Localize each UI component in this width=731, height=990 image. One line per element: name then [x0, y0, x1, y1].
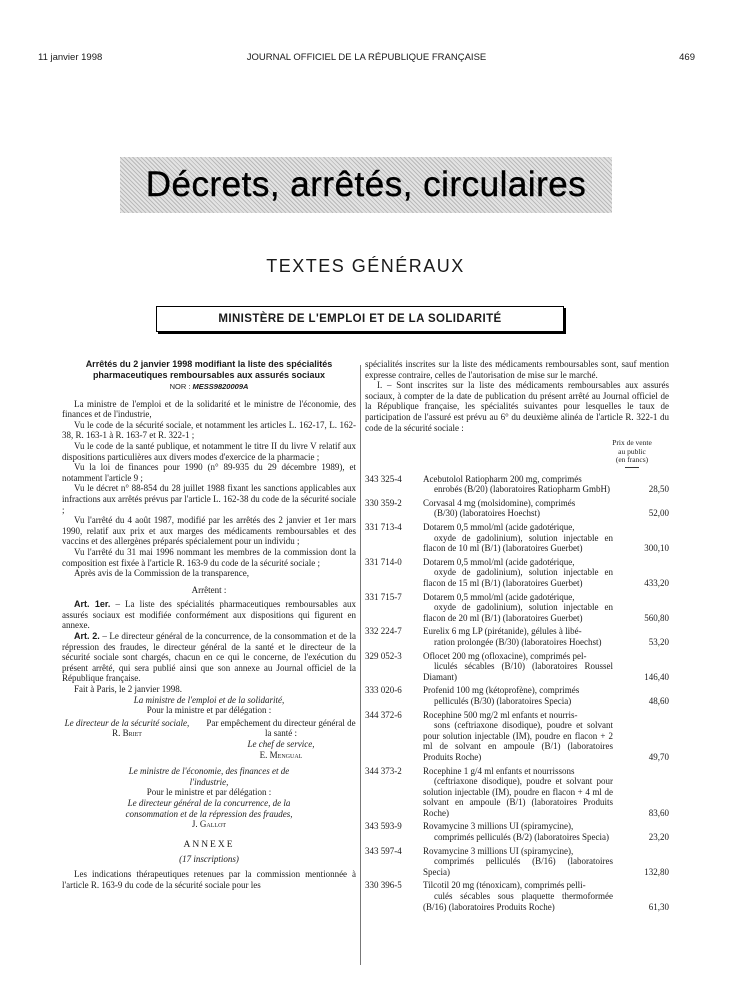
- article-1: [62, 599, 356, 631]
- preamble-paragraph: Vu l'arrêté du 31 mai 1996 nommant les membres de la commission dont la composition est fixée à l'article R. 163-9 du code de la sécurité sociale ;: [62, 546, 356, 568]
- medication-name: Profenid 100 mg (kétoprofène), comprimés: [423, 685, 580, 696]
- medication-details: pelliculés (B/30) (laboratoires Specia): [434, 695, 572, 706]
- preamble-paragraph: La ministre de l'emploi et de la solidarité et le ministre de l'économie, des finances et de l'industrie,: [62, 398, 356, 420]
- preamble-paragraph: Après avis de la Commission de la transparence,: [74, 568, 249, 579]
- medication-description: [423, 710, 613, 763]
- article-2-text: – Le directeur général de la concurrence, de la consommation et de la répression des fraudes, le directeur général de la santé et le directeur de la sécurité sociale sont chargés, chacun en ce qui le concerne, de l'exécution du présent arrêté, qui sera publié ainsi que son annexe au Journal officiel de la République française.: [62, 631, 356, 684]
- medication-entry: [365, 710, 669, 763]
- medication-price: 83,60: [648, 807, 669, 818]
- cip-code: 332 224-7: [365, 626, 402, 637]
- medication-entry: [365, 522, 669, 554]
- medication-name: Rocephine 500 mg/2 ml enfants et nourris-: [423, 709, 578, 720]
- medication-name: Dotarem 0,5 mmol/ml (acide gadotérique,: [423, 556, 575, 567]
- medication-price: 146,40: [644, 671, 669, 682]
- signatory-role: Le directeur de la sécurité sociale,: [64, 717, 190, 728]
- cip-code: 331 713-4: [365, 522, 402, 533]
- cip-code: 344 372-6: [365, 709, 402, 720]
- article-1-text: – La liste des spécialités pharmaceutiques remboursables aux assurés sociaux est modifiée conformément aux dispositions qui figurent en annexe.: [62, 599, 356, 631]
- medication-details: (ceftriaxone disodique), poudre et solvant pour solution injectable (IM), poudre en flacon + 4 ml de solvant en ampoule (B/1) (laboratoires Produits Roche): [423, 776, 613, 818]
- signatory-role: Le ministre de l'économie, des finances et de l'industrie,: [128, 766, 290, 787]
- decree-title: Arrêtés du 2 janvier 1998 modifiant la liste des spécialités pharmaceutiques remboursables aux assurés sociaux: [85, 359, 333, 380]
- arretent-heading: Arrêtent :: [191, 584, 227, 595]
- medication-name: Tilcotil 20 mg (ténoxicam), comprimés pelli-: [423, 880, 586, 891]
- medication-name: Dotarem 0,5 mmol/ml (acide gadotérique,: [423, 522, 575, 533]
- article-2-label: Art. 2.: [74, 631, 100, 642]
- section-banner: [120, 157, 612, 213]
- article-2: [62, 631, 356, 684]
- preamble-paragraph: Vu la loi de finances pour 1990 (n° 89-935 du 29 décembre 1989), et notamment l'article 9 ;: [62, 462, 356, 483]
- preamble-paragraph: Vu l'arrêté du 4 août 1987, modifié par les arrêtés des 2 janvier et 1er mars 1990, relatif aux prix et aux marges des médicaments remboursables et des vaccins et des allergènes préparés spécialement pour un individu ;: [62, 515, 356, 547]
- medication-details: culés sécables sous plaquette thermoformée (B/16) (laboratoires Produits Roche): [423, 891, 613, 912]
- medication-details: comprimés pelliculés (B/16) (laboratoires Specia): [423, 856, 613, 877]
- price-column-header: [595, 439, 669, 468]
- continuation-paragraph: spécialités inscrites sur la liste des médicaments remboursables sont, sauf mention expresse contraire, celles de l'autorisation de mise sur le marché.: [365, 359, 669, 380]
- medication-name: Corvasal 4 mg (molsidomine), comprimés: [423, 497, 576, 508]
- medication-details: oxyde de gadolinium), solution injectable en flacon de 10 ml (B/1) (laboratoires Guerbet): [423, 532, 613, 554]
- medication-price: 61,30: [648, 901, 669, 912]
- price-header-line: (en francs): [615, 455, 649, 465]
- preamble-paragraph: Vu le code de la santé publique, et notamment le titre II du livre V relatif aux dispositions particulières aux divers modes d'exercice de la pharmacie ;: [62, 440, 356, 462]
- medication-name: Rovamycine 3 millions UI (spiramycine),: [423, 821, 574, 832]
- medication-description: [423, 626, 613, 647]
- banner-title: Décrets, arrêtés, circulaires: [145, 165, 587, 204]
- cip-code: 333 020-6: [365, 685, 402, 696]
- medication-list: [365, 474, 669, 913]
- signature-block: [206, 718, 356, 760]
- price-header-line: au public: [618, 446, 646, 456]
- medication-price: 52,00: [648, 508, 669, 519]
- signatory-name: E. Mengual: [259, 749, 303, 760]
- medication-description: [423, 557, 613, 589]
- delegation-line: Pour la ministre et par délégation :: [146, 705, 272, 716]
- price-header-line: Prix de vente: [612, 438, 652, 448]
- article-1-label: Art. 1er.: [74, 599, 111, 610]
- medication-description: [423, 846, 613, 878]
- column-divider: [360, 365, 361, 965]
- economy-signature-block: [114, 766, 304, 830]
- medication-name: Dotarem 0,5 mmol/ml (acide gadotérique,: [423, 591, 575, 602]
- preamble-paragraph: Vu le décret n° 88-854 du 28 juillet 1988 fixant les sanctions applicables aux infractions aux arrêtés prévus par l'article L. 162-38 du code de la sécurité sociale ;: [62, 483, 356, 515]
- header-page-number: 469: [679, 52, 695, 63]
- medication-entry: [365, 880, 669, 912]
- medication-description: [423, 685, 613, 706]
- header-journal-title: JOURNAL OFFICIEL DE LA RÉPUBLIQUE FRANÇAISE: [246, 52, 487, 63]
- page-header: [38, 52, 695, 68]
- medication-name: Rocephine 1 g/4 ml enfants et nourrissons: [423, 765, 575, 776]
- minister-role: La ministre de l'emploi et de la solidarité,: [133, 694, 285, 705]
- medication-details: (B/30) (laboratoires Hoechst): [434, 508, 540, 519]
- medication-price: 300,10: [644, 543, 669, 554]
- medication-price: 49,70: [648, 751, 669, 762]
- preamble-paragraph: Vu le code de la sécurité sociale, et notamment les articles L. 162-17, L. 162-38, R. 163-1 à R. 163-7 et R. 322-1 ;: [62, 419, 356, 441]
- signatory-role: Le directeur général de la concurrence, de la consommation et de la répression des fraudes,: [125, 797, 293, 819]
- medication-details: enrobés (B/20) (laboratoires Ratiopharm GmbH): [434, 484, 610, 495]
- medication-entry: [365, 766, 669, 819]
- medication-price: 53,20: [648, 636, 669, 647]
- signatory-preface: Par empêchement du directeur général de la santé :: [206, 717, 356, 739]
- nor-reference: [62, 382, 356, 393]
- inscriptions-count: (17 inscriptions): [179, 854, 239, 865]
- section-title: TEXTES GÉNÉRAUX: [266, 256, 465, 276]
- medication-description: [423, 766, 613, 819]
- medication-details: oxyde de gadolinium), solution injectable en flacon de 20 ml (B/1) (laboratoires Guerbet): [423, 602, 613, 623]
- right-column: [365, 359, 669, 915]
- cip-code: 330 359-2: [365, 497, 402, 508]
- medication-price: 132,80: [644, 866, 669, 877]
- medication-description: [423, 651, 613, 683]
- medication-entry: [365, 821, 669, 842]
- medication-description: [423, 474, 613, 495]
- medication-price: 23,20: [648, 832, 669, 843]
- annex-paragraph: Les indications thérapeutiques retenues par la commission mentionnée à l'article R. 163-9 du code de la sécurité sociale pour les: [62, 868, 356, 890]
- signatory-name: J. Gallot: [191, 819, 227, 830]
- medication-name: Oflocet 200 mg (ofloxacine), comprimés pel-: [423, 650, 587, 661]
- medication-description: [423, 592, 613, 624]
- signatory-name: R. Briet: [112, 728, 142, 739]
- medication-details: liculés sécables (B/10) (laboratoires Roussel Diamant): [423, 661, 613, 682]
- cip-code: 343 593-9: [365, 821, 402, 832]
- medication-price: 28,50: [648, 484, 669, 495]
- cip-code: 330 396-5: [365, 880, 402, 891]
- medication-entry: [365, 557, 669, 589]
- ministry-title: MINISTÈRE DE L'EMPLOI ET DE LA SOLIDARITÉ: [218, 313, 502, 325]
- medication-details: ration prolongée (B/30) (laboratoires Hoechst): [434, 636, 602, 647]
- nor-label: NOR :: [169, 382, 191, 391]
- inscription-paragraph: I. – Sont inscrites sur la liste des médicaments remboursables aux assurés sociaux, à compter de la date de publication du présent arrêté au Journal officiel de la République française, les spécialités suivantes pour lesquelles le taux de participation de l'assuré est prévu au 6° du deuxième alinéa de l'article R. 322-1 du code de la sécurité sociale :: [365, 380, 669, 433]
- cip-code: 344 373-2: [365, 765, 402, 776]
- medication-name: Rovamycine 3 millions UI (spiramycine),: [423, 845, 574, 856]
- signatory-role: Le chef de service,: [247, 739, 315, 749]
- medication-name: Eurelix 6 mg LP (pirétanide), gélules à libé-: [423, 626, 582, 637]
- medication-entry: [365, 474, 669, 495]
- medication-details: comprimés pelliculés (B/2) (laboratoires Specia): [434, 832, 609, 843]
- medication-entry: [365, 651, 669, 683]
- medication-description: [423, 498, 613, 519]
- header-date: 11 janvier 1998: [38, 52, 103, 63]
- cip-code: 343 597-4: [365, 845, 402, 856]
- medication-name: Acebutolol Ratiopharm 200 mg, comprimés: [423, 473, 582, 484]
- delegation-line: Pour le ministre et par délégation :: [146, 787, 272, 798]
- medication-entry: [365, 626, 669, 647]
- cip-code: 329 052-3: [365, 650, 402, 661]
- signatures: [62, 718, 356, 760]
- left-column: [62, 359, 356, 890]
- medication-description: [423, 821, 613, 842]
- medication-entry: [365, 685, 669, 706]
- medication-entry: [365, 846, 669, 878]
- medication-description: [423, 880, 613, 912]
- medication-price: 48,60: [648, 695, 669, 706]
- medication-description: [423, 522, 613, 554]
- cip-code: 331 714-0: [365, 556, 402, 567]
- medication-entry: [365, 498, 669, 519]
- cip-code: 343 325-4: [365, 473, 402, 484]
- medication-details: oxyde de gadolinium), solution injectable en flacon de 15 ml (B/1) (laboratoires Guerbet): [423, 567, 613, 588]
- signature-block: [62, 718, 192, 760]
- cip-code: 331 715-7: [365, 591, 402, 602]
- annexe-heading: ANNEXE: [183, 839, 235, 850]
- medication-entry: [365, 592, 669, 624]
- date-place: Fait à Paris, le 2 janvier 1998.: [74, 684, 182, 695]
- medication-price: 433,20: [644, 578, 669, 588]
- medication-price: 560,80: [644, 612, 669, 623]
- ministry-box: [156, 306, 564, 332]
- nor-code: MESS9820009A: [192, 382, 249, 391]
- medication-details: sons (ceftriaxone disodique), poudre et solvant pour solution injectable (IM), poudre en flacon + 2 ml de solvant en ampoule (B/1) (laboratoires Produits Roche): [423, 720, 613, 762]
